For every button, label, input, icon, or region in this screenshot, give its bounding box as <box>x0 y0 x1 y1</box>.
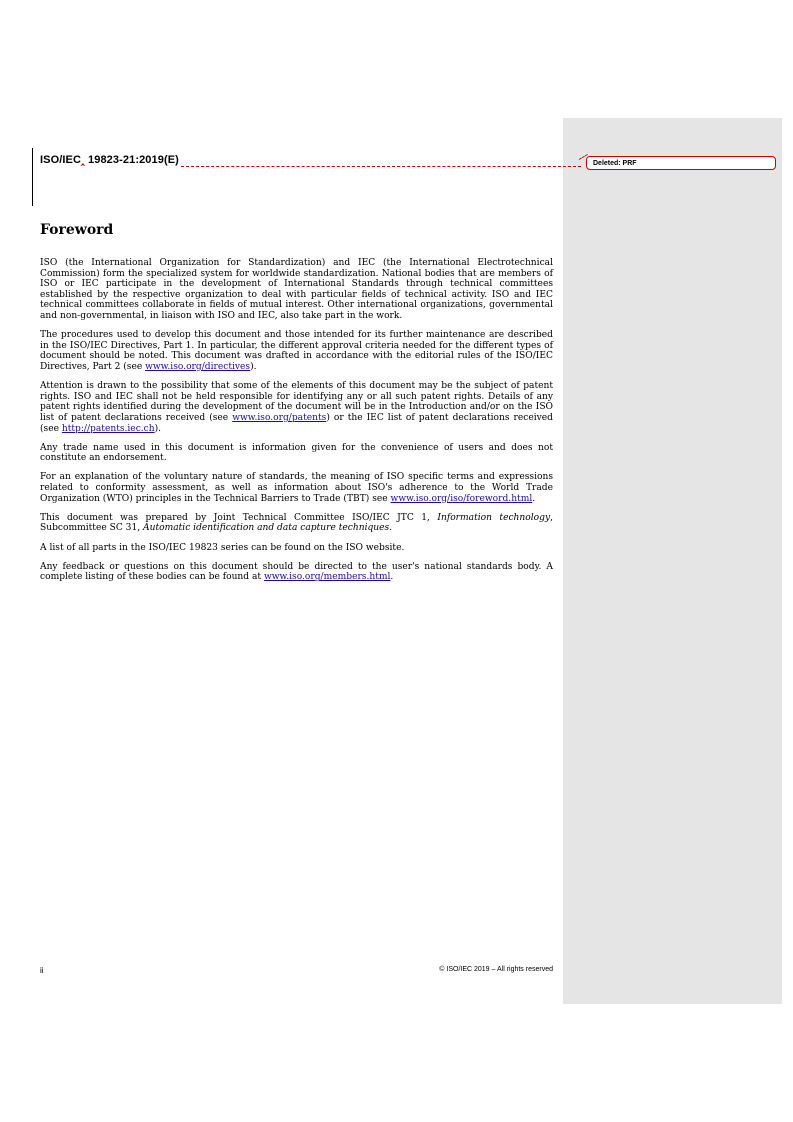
copyright-notice: © ISO/IEC 2019 – All rights reserved <box>439 966 553 973</box>
page-number: ii <box>40 966 44 975</box>
markup-pane <box>563 118 782 1004</box>
section-title: Foreword <box>40 222 114 238</box>
iec-patents-link[interactable]: http://patents.iec.ch <box>61 423 155 434</box>
foreword-link[interactable]: www.iso.org/iso/foreword.html <box>390 493 533 504</box>
directives-link[interactable]: www.iso.org/directives <box>145 361 251 372</box>
members-link[interactable]: www.iso.org/members.html <box>263 572 391 583</box>
paragraph-2: The procedures used to develop this document and those intended for its further maintenance are described in the ISO/IEC Directives, Part 1. In particular, the different approval criteria needed for the different types of document should be noted. This document was drafted in accordance with the editorial rules of the ISO/IEC Directives, Part 2 (see www.iso.org/directives). <box>40 330 553 372</box>
change-bar <box>32 148 33 206</box>
deletion-comment-balloon[interactable]: Deleted: PRF <box>586 156 776 170</box>
paragraph-6: This document was prepared by Joint Technical Committee ISO/IEC JTC 1, Information technology, Subcommittee SC 31, Automatic identification and data capture techniques. <box>40 512 553 534</box>
paragraph-1: ISO (the International Organization for Standardization) and IEC (the International Electrotechnical Commission) form the specialized system for worldwide standardization. National bodies that are members of ISO or IEC participate in the development of International Standards through technical committees established by the respective organization to deal with particular fields of technical activity. ISO and IEC technical committees collaborate in fields of mutual interest. Other international organizations, governmental and non-governmental, in liaison with ISO and IEC, also take part in the work. <box>40 258 553 321</box>
document-id-header: ISO/IEC‸ 19823-21:2019(E) <box>40 154 179 166</box>
paragraph-3: Attention is drawn to the possibility that some of the elements of this document may be the subject of patent rights. ISO and IEC shall not be held responsible for identifying any or all such patent rights. Details of any patent rights identified during the development of the document will be in the Introduction and/or on the ISO list of patent declarations received (see www.iso.org/patents) or the IEC list of patent declarations received (see http://patents.iec.ch). <box>40 381 553 434</box>
paragraph-4: Any trade name used in this document is information given for the convenience of users and does not constitute an endorsement. <box>40 442 553 464</box>
paragraph-7: A list of all parts in the ISO/IEC 19823 series can be found on the ISO website. <box>40 542 405 553</box>
foreword-body <box>40 258 553 592</box>
comment-connector-line <box>181 166 581 167</box>
iso-patents-link[interactable]: www.iso.org/patents <box>232 412 327 423</box>
paragraph-5: For an explanation of the voluntary nature of standards, the meaning of ISO specific terms and expressions related to conformity assessment, as well as information about ISO's adherence to the World Trade Organization (WTO) principles in the Technical Barriers to Trade (TBT) see www.iso.org/iso/foreword.html. <box>40 472 553 504</box>
deletion-marker: ‸ <box>81 154 85 166</box>
paragraph-8: Any feedback or questions on this document should be directed to the user's national standards body. A complete listing of these bodies can be found at www.iso.org/members.html. <box>40 561 553 583</box>
